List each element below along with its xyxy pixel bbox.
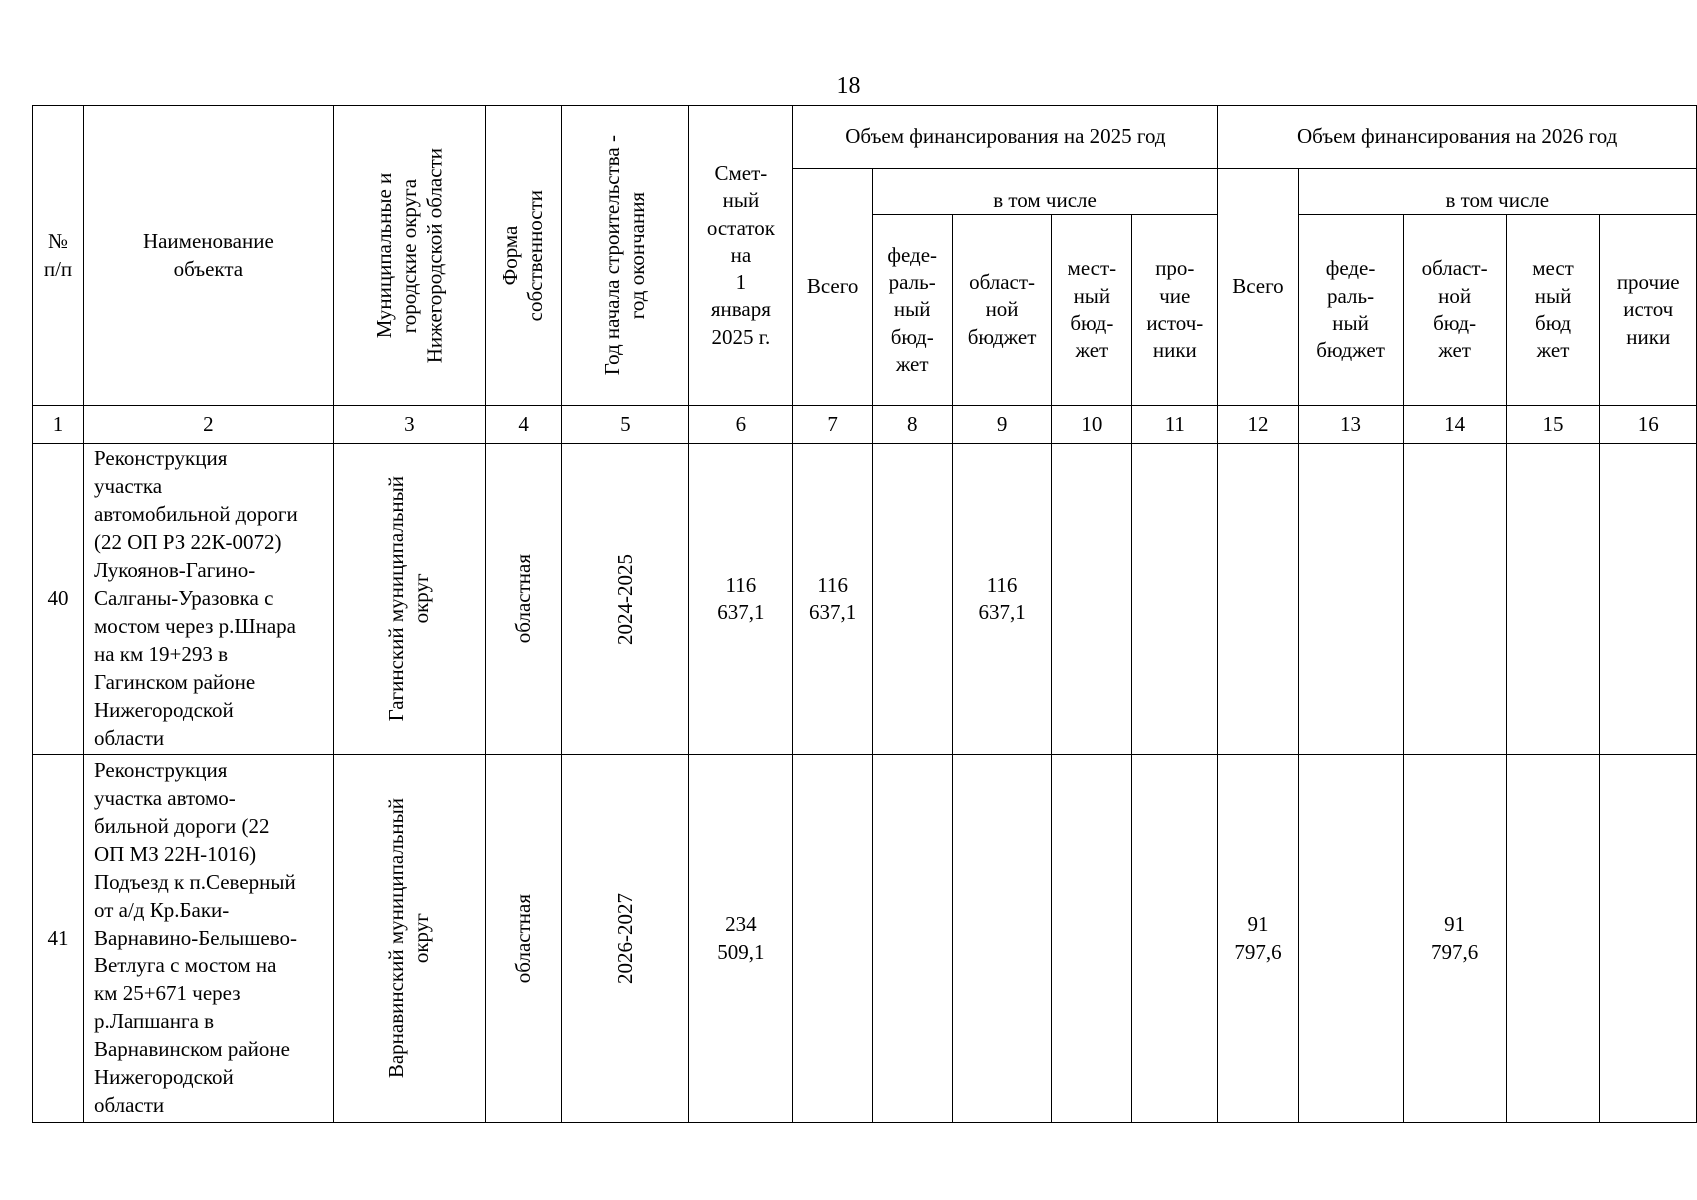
federal-2025 bbox=[872, 755, 952, 1123]
construction-years: 2026-2027 bbox=[562, 755, 689, 1123]
column-number: 15 bbox=[1506, 406, 1600, 444]
column-number: 4 bbox=[485, 406, 562, 444]
municipal-district: Гагинский муниципальный округ bbox=[333, 444, 485, 755]
other-2025 bbox=[1132, 755, 1218, 1123]
header-reg-2025: област- ной бюджет bbox=[952, 215, 1052, 406]
other-2025 bbox=[1132, 444, 1218, 755]
header-num: № п/п bbox=[33, 106, 84, 406]
column-number: 5 bbox=[562, 406, 689, 444]
column-number: 2 bbox=[83, 406, 333, 444]
ownership-form: областная bbox=[485, 755, 562, 1123]
header-fin-2026: Объем финансирования на 2026 год bbox=[1218, 106, 1697, 169]
financing-table bbox=[32, 105, 1697, 1123]
header-estimate: Смет- ный остаток на 1 января 2025 г. bbox=[689, 106, 793, 406]
header-name: Наименование объекта bbox=[83, 106, 333, 406]
table-row bbox=[33, 444, 1697, 755]
regional-2026: 91 797,6 bbox=[1403, 755, 1506, 1123]
federal-2026 bbox=[1298, 444, 1403, 755]
header-fin-2025: Объем финансирования на 2025 год bbox=[793, 106, 1218, 169]
column-number: 14 bbox=[1403, 406, 1506, 444]
row-num: 40 bbox=[33, 444, 84, 755]
regional-2026 bbox=[1403, 444, 1506, 755]
local-2025 bbox=[1052, 755, 1132, 1123]
regional-2025: 116 637,1 bbox=[952, 444, 1052, 755]
regional-2025 bbox=[952, 755, 1052, 1123]
local-2026 bbox=[1506, 444, 1600, 755]
total-2025: 116 637,1 bbox=[793, 444, 872, 755]
local-2026 bbox=[1506, 755, 1600, 1123]
column-number: 1 bbox=[33, 406, 84, 444]
municipal-district: Варнавинский муниципальный округ bbox=[333, 755, 485, 1123]
column-number: 9 bbox=[952, 406, 1052, 444]
table-row bbox=[33, 755, 1697, 1123]
header-municipal: Муниципальные и городские округа Нижегородской области bbox=[333, 106, 485, 406]
object-name: Реконструкция участка автомобильной дороги (22 ОП РЗ 22К-0072) Лукоянов-Гагино- Салганы-Уразовка с мостом через р.Шнара на км 19+293 в Гагинском районе Нижегородской области bbox=[83, 444, 333, 755]
header-total-2025: Всего bbox=[793, 169, 872, 406]
total-2026 bbox=[1218, 444, 1298, 755]
column-number: 8 bbox=[872, 406, 952, 444]
header-including-2026: в том числе bbox=[1298, 169, 1696, 215]
header-ownership: Форма собственности bbox=[485, 106, 562, 406]
header-fed-2025: феде- раль- ный бюд- жет bbox=[872, 215, 952, 406]
federal-2025 bbox=[872, 444, 952, 755]
estimate-balance: 116 637,1 bbox=[689, 444, 793, 755]
other-2026 bbox=[1600, 755, 1697, 1123]
header-total-2026: Всего bbox=[1218, 169, 1298, 406]
object-name: Реконструкция участка автомо- бильной дороги (22 ОП МЗ 22Н-1016) Подъезд к п.Северный от а/д Кр.Баки- Варнавино-Белышево- Ветлуга с мостом на км 25+671 через р.Лапшанга в Варнавинском районе Нижегородской области bbox=[83, 755, 333, 1123]
column-number: 3 bbox=[333, 406, 485, 444]
column-number: 16 bbox=[1600, 406, 1697, 444]
header-fed-2026: феде- раль- ный бюджет bbox=[1298, 215, 1403, 406]
estimate-balance: 234 509,1 bbox=[689, 755, 793, 1123]
header-loc-2026: мест ный бюд жет bbox=[1506, 215, 1600, 406]
column-numbers-row bbox=[33, 406, 1697, 444]
column-number: 7 bbox=[793, 406, 872, 444]
local-2025 bbox=[1052, 444, 1132, 755]
header-oth-2025: про- чие источ- ники bbox=[1132, 215, 1218, 406]
page-number: 18 bbox=[836, 73, 861, 99]
construction-years: 2024-2025 bbox=[562, 444, 689, 755]
total-2026: 91 797,6 bbox=[1218, 755, 1298, 1123]
header-reg-2026: област- ной бюд- жет bbox=[1403, 215, 1506, 406]
federal-2026 bbox=[1298, 755, 1403, 1123]
row-num: 41 bbox=[33, 755, 84, 1123]
header-oth-2026: прочие источ ники bbox=[1600, 215, 1697, 406]
other-2026 bbox=[1600, 444, 1697, 755]
header-loc-2025: мест- ный бюд- жет bbox=[1052, 215, 1132, 406]
total-2025 bbox=[793, 755, 872, 1123]
ownership-form: областная bbox=[485, 444, 562, 755]
column-number: 12 bbox=[1218, 406, 1298, 444]
column-number: 6 bbox=[689, 406, 793, 444]
column-number: 11 bbox=[1132, 406, 1218, 444]
column-number: 13 bbox=[1298, 406, 1403, 444]
column-number: 10 bbox=[1052, 406, 1132, 444]
header-including-2025: в том числе bbox=[872, 169, 1218, 215]
header-years: Год начала строительства - год окончания bbox=[562, 106, 689, 406]
